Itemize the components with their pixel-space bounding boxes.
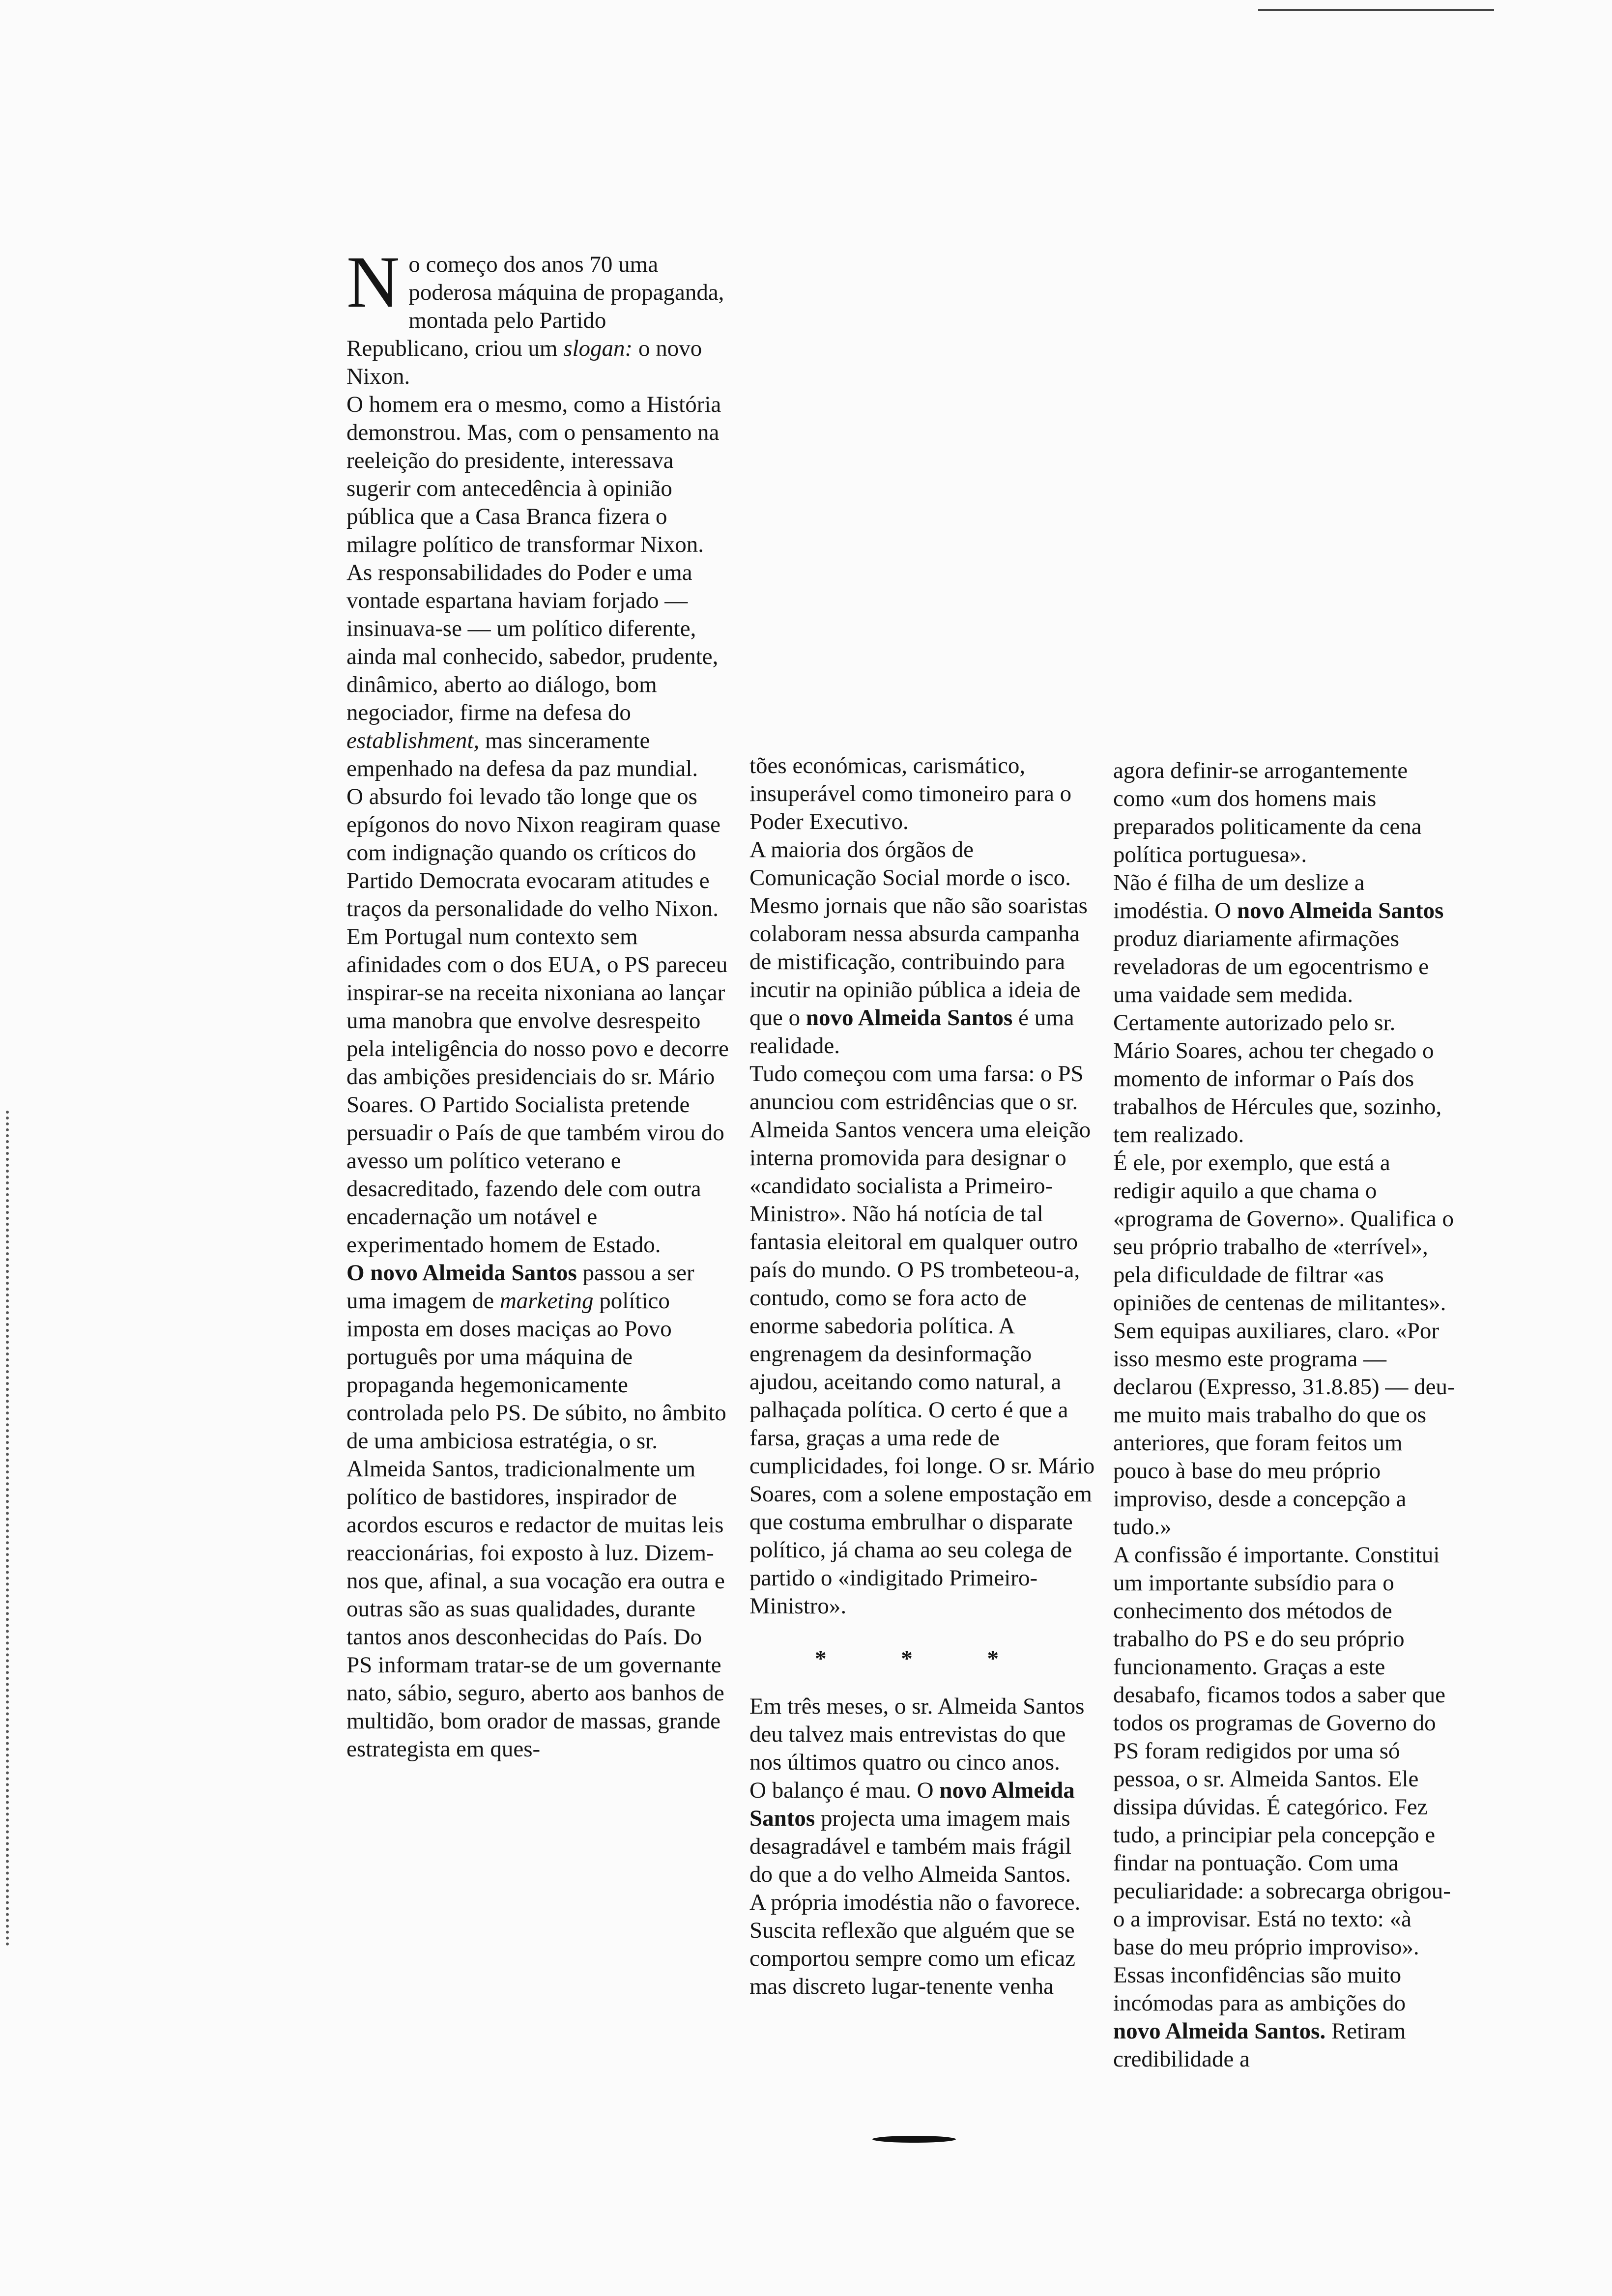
section-separator: * * * (815, 1646, 1033, 1671)
article-column-1 (346, 241, 730, 1763)
paragraph: O absurdo foi levado tão longe que os epígonos do novo Nixon reagiram quase com indignação quando os críticos do Partido Democrata evocaram atitudes e traços da personalidade do velho Nixon. (346, 784, 720, 921)
paragraph: Essas inconfidências são muito incómodas para as ambições do novo Almeida Santos. Retiram credibilidade a (1113, 1962, 1406, 2072)
paragraph: Em três meses, o sr. Almeida Santos deu talvez mais entrevistas do que nos últimos quatro ou cinco anos. (749, 1693, 1085, 1775)
paragraph: A própria imodéstia não o favorece. Suscita reflexão que alguém que se comportou sempre como um eficaz mas discreto lugar-tenente venha (749, 1890, 1081, 1999)
scan-margin-dots (6, 1111, 15, 1946)
drop-cap: N (346, 241, 400, 323)
paragraph: O homem era o mesmo, como a História demonstrou. Mas, com o pensamento na reeleição do presidente, interessava sugerir com antecedência à opinião pública que a Casa Branca fizera o milagre político de transformar Nixon. As responsabilidades do Poder e uma vontade espartana haviam forjado — insinuava-se — um político diferente, ainda mal conhecido, sabedor, prudente, dinâmico, aberto ao diálogo, bom negociador, firme na defesa do establishment, mas sinceramente empenhado na defesa da paz mundial. (346, 392, 721, 781)
article-column-2 (749, 752, 1098, 2001)
paragraph: Não é filha de um deslize a imodéstia. O novo Almeida Santos produz diariamente afirmações reveladoras de um egocentrismo e uma vaidade sem medida. Certamente autorizado pelo sr. Mário Soares, achou ter chegado o momento de informar o País dos trabalhos de Hércules que, sozinho, tem realizado. (1113, 870, 1444, 1148)
paragraph: Tudo começou com uma farsa: o PS anunciou com estridências que o sr. Almeida Santos vencera uma eleição interna promovida para designar o «candidato socialista a Primeiro-Ministro». Não há notícia de tal fantasia eleitoral em qualquer outro país do mundo. O PS trombeteou-a, contudo, como se fora acto de enorme sabedoria política. A engrenagem da desinformação ajudou, aceitando como natural, a palhaçada política. O certo é que a farsa, graças a uma rede de cumplicidades, foi longe. O sr. Mário Soares, com a solene empostação em que costuma embrulhar o disparate político, já chama ao seu colega de partido o «indigitado Primeiro-Ministro». (749, 1061, 1095, 1619)
article-column-3 (1113, 757, 1457, 2073)
paragraph: O balanço é mau. O novo Almeida Santos projecta uma imagem mais desagradável e também mais frágil do que a do velho Almeida Santos. (749, 1778, 1075, 1887)
paragraph: agora definir-se arrogantemente como «um dos homens mais preparados politicamente da cena política portuguesa». (1113, 758, 1422, 867)
paragraph: É ele, por exemplo, que está a redigir aquilo a que chama o «programa de Governo». Qualifica o seu próprio trabalho de «terrível», pela dificuldade de filtrar «as opiniões de centenas de militantes». Sem equipas auxiliares, claro. «Por isso mesmo este programa — declarou (Expresso, 31.8.85) — deu-me muito mais trabalho do que os anteriores, que foram feitos um pouco à base do meu próprio improviso, desde a concepção a tudo.» (1113, 1150, 1455, 1540)
scan-smudge (872, 2136, 956, 2143)
paragraph: No começo dos anos 70 uma poderosa máquina de propaganda, montada pelo Partido Republicano, criou um slogan: o novo Nixon. (346, 241, 724, 389)
paragraph: Em Portugal num contexto sem afinidades com o dos EUA, o PS pareceu inspirar-se na receita nixoniana ao lançar uma manobra que envolve desrespeito pela inteligência do nosso povo e decorre das ambições presidenciais do sr. Mário Soares. O Partido Socialista pretende persuadir o País de que também virou do avesso um político veterano e desacreditado, fazendo dele com outra encadernação um notável e experimentado homem de Estado. (346, 924, 729, 1258)
paragraph: A confissão é importante. Constitui um importante subsídio para o conhecimento dos métodos de trabalho do PS e do seu próprio funcionamento. Graças a este desabafo, ficamos todos a saber que todos os programas de Governo do PS foram redigidos por uma só pessoa, o sr. Almeida Santos. Ele dissipa dúvidas. É categórico. Fez tudo, a principiar pela concepção e findar na pontuação. Com uma peculiaridade: a sobrecarga obrigou-o a improvisar. Está no texto: «à base do meu próprio improviso». (1113, 1542, 1451, 1960)
paragraph: A maioria dos órgãos de Comunicação Social morde o isco. Mesmo jornais que não são soaristas colaboram nessa absurda campanha de mistificação, contribuindo para incutir na opinião pública a ideia de que o novo Almeida Santos é uma realidade. (749, 837, 1088, 1059)
scan-top-rule (1258, 9, 1494, 11)
paragraph: tões económicas, carismático, insuperável como timoneiro para o Poder Executivo. (749, 753, 1072, 834)
paragraph: O novo Almeida Santos passou a ser uma imagem de marketing político imposta em doses maciças ao Povo português por uma máquina de propaganda hegemonicamente controlada pelo PS. De súbito, no âmbito de uma ambiciosa estratégia, o sr. Almeida Santos, tradicionalmente um político de bastidores, inspirador de acordos escuros e redactor de muitas leis reaccionárias, foi exposto à luz. Dizem-nos que, afinal, a sua vocação era outra e outras são as suas qualidades, durante tantos anos desconhecidas do País. Do PS informam tratar-se de um governante nato, sábio, seguro, aberto aos banhos de multidão, bom orador de massas, grande estrategista em ques- (346, 1260, 726, 1762)
